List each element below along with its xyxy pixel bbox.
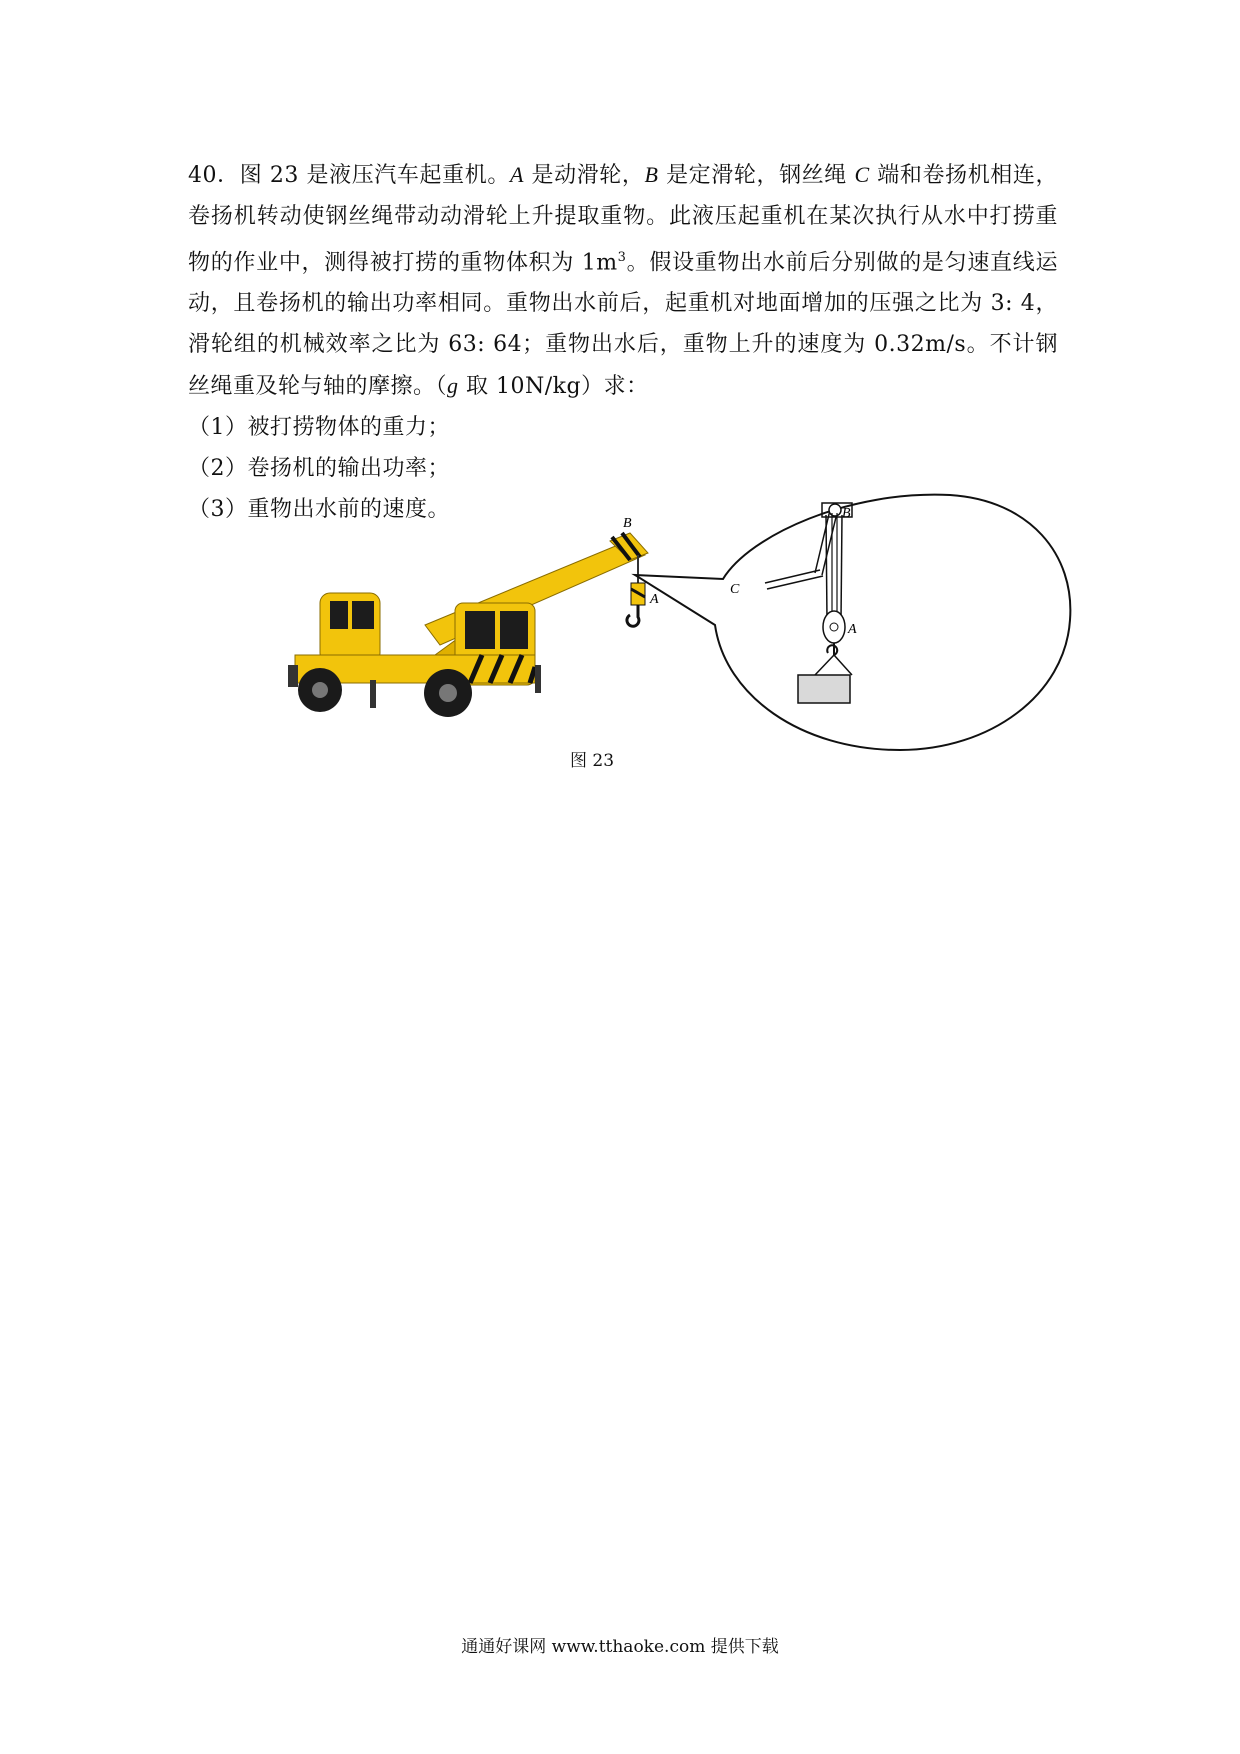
crane-illustration	[288, 516, 659, 717]
stem-text-4: 端和卷扬机相连，卷扬机转动使钢丝绳带动动滑轮上升提取重物。此液压起重机在某次执行从水中打捞重物的作业中，测得被打捞的重物体积为 1m	[188, 163, 1059, 276]
crane-figure-svg	[330, 506, 1070, 765]
pulley-detail	[635, 495, 1070, 750]
question-2: （2）卷扬机的输出功率；	[188, 456, 450, 482]
var-B: B	[644, 162, 659, 187]
problem-stem	[188, 154, 1058, 407]
hook	[627, 605, 639, 626]
label-B-detail: B	[842, 506, 851, 521]
stem-text-6: 取 10N/kg）求：	[458, 374, 649, 400]
figure-caption: 图 23	[570, 751, 615, 771]
stem-text-1: 图 23 是液压汽车起重机。	[239, 163, 510, 188]
question-1: （1）被打捞物体的重力；	[188, 415, 450, 441]
stem-text-2: 是动滑轮，	[523, 163, 645, 188]
figure-23	[330, 506, 1070, 765]
var-g: g	[447, 373, 459, 399]
stem-text-5: 。假设重物出水前后分别做的是匀速直线运动，且卷扬机的输出功率相同。重物出水前后，起重机对地面增加的压强之比为 3: 4，滑轮组的机械效率之比为 63: 64；重物出水后，重物上升的速度为 0.32m/s。不计钢丝绳重及轮与轴的摩擦。（	[188, 250, 1058, 400]
fixed-pulley-B	[829, 504, 841, 516]
problem-40	[188, 154, 1058, 530]
label-A-crane: A	[650, 592, 659, 607]
var-A: A	[509, 162, 524, 187]
stem-text-3: 是定滑轮，钢丝绳	[658, 163, 855, 188]
superscript-3: 3	[617, 250, 627, 265]
problem-number: 40．	[188, 163, 240, 188]
load-block	[798, 675, 850, 703]
var-C: C	[854, 162, 870, 187]
label-B-crane: B	[623, 516, 632, 531]
label-C-detail: C	[730, 582, 740, 597]
label-A-detail: A	[848, 622, 857, 637]
page-footer: 通通好课网 www.tthaoke.com 提供下载	[461, 1637, 779, 1657]
question-3: （3）重物出水前的速度。	[188, 497, 450, 523]
